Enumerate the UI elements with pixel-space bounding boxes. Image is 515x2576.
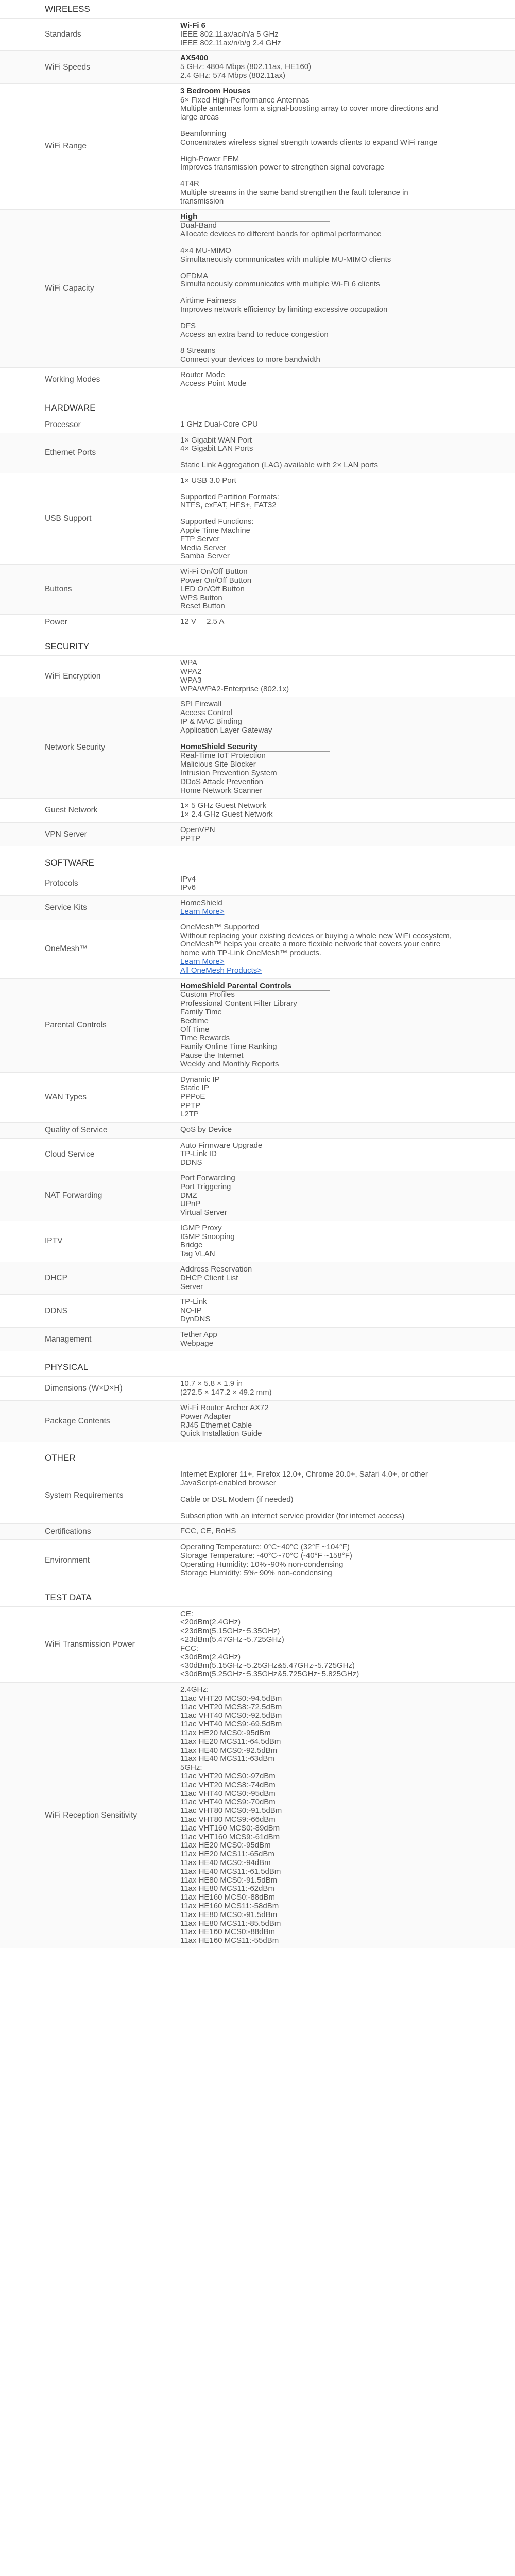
spec-label: Processor	[45, 420, 81, 429]
section-title: HARDWARE	[0, 399, 515, 417]
spec-subheading: Wi-Fi 6	[180, 21, 206, 30]
spec-line: Static IP	[180, 1083, 209, 1093]
spec-label: System Requirements	[45, 1490, 124, 1500]
spec-line: <23dBm(5.47GHz~5.725GHz)	[180, 1635, 284, 1644]
spec-line: Supported Partition Formats:	[180, 492, 279, 501]
spec-line: Family Online Time Ranking	[180, 1042, 277, 1052]
spec-line: Dynamic IP	[180, 1075, 220, 1084]
section-gap	[0, 1948, 515, 1956]
spec-value	[180, 982, 515, 1069]
section-gap	[0, 1351, 515, 1358]
spec-line: Operating Humidity: 10%~90% non-condensing	[180, 1560, 344, 1569]
spec-line: OFDMA	[180, 271, 209, 280]
spec-value	[180, 659, 515, 693]
spec-line: 6× Fixed High-Performance Antennas	[180, 95, 310, 105]
spec-line: 1× Gigabit WAN Port	[180, 435, 252, 445]
spec-value	[180, 213, 515, 364]
spec-line: Samba Server	[180, 552, 230, 561]
spec-label: Service Kits	[45, 903, 87, 912]
spec-label: WAN Types	[45, 1092, 87, 1101]
spec-label: Power	[45, 618, 67, 627]
spec-line: <20dBm(2.4GHz)	[180, 1618, 241, 1627]
spec-line: Virtual Server	[180, 1208, 227, 1217]
spec-value	[180, 1380, 515, 1397]
spec-line: 1 GHz Dual-Core CPU	[180, 419, 258, 429]
spec-line: 11ax HE80 MCS11:-62dBm	[180, 1884, 274, 1893]
spec-line: 11ax HE160 MCS0:-88dBm	[180, 1893, 275, 1902]
spec-line: Real-Time IoT Protection	[180, 751, 266, 760]
spec-row	[0, 433, 515, 473]
spec-line: Multiple antennas form a signal-boosting array to cover more directions and large areas	[180, 104, 439, 122]
spec-value	[180, 1142, 515, 1167]
spec-value	[180, 826, 515, 843]
learn-more-link[interactable]: Learn More>	[180, 957, 225, 966]
spec-line: <23dBm(5.15GHz~5.35GHz)	[180, 1626, 280, 1636]
spec-row	[0, 18, 515, 50]
spec-line: NTFS, exFAT, HFS+, FAT32	[180, 501, 277, 510]
spec-line: Access an extra band to reduce congestion	[180, 330, 329, 339]
spacer	[180, 289, 453, 297]
spec-line: 2.4 GHz: 574 Mbps (802.11ax)	[180, 71, 285, 80]
learn-more-link[interactable]: All OneMesh Products>	[180, 965, 262, 975]
spec-subheading: AX5400	[180, 54, 209, 63]
section-gap	[0, 1442, 515, 1449]
spec-row	[0, 1400, 515, 1442]
spacer	[180, 314, 453, 322]
spec-line: Power On/Off Button	[180, 576, 252, 585]
spec-label: Quality of Service	[45, 1125, 108, 1134]
spec-label: Ethernet Ports	[45, 448, 96, 457]
spec-line: Operating Temperature: 0°C~40°C (32°F ~104°F)	[180, 1543, 350, 1552]
spec-row	[0, 417, 515, 433]
spec-line: Simultaneously communicates with multiple MU-MIMO clients	[180, 255, 391, 264]
spec-line: 11ax HE80 MCS0:-91.5dBm	[180, 1910, 278, 1919]
spec-value	[180, 700, 515, 795]
spec-line: Internet Explorer 11+, Firefox 12.0+, Chrome 20.0+, Safari 4.0+, or other JavaScript-enabled browser	[180, 1470, 428, 1488]
section-gap	[0, 392, 515, 399]
spec-value	[180, 1610, 515, 1679]
spacer	[180, 485, 453, 493]
spec-line: 11ax HE160 MCS0:-88dBm	[180, 1927, 275, 1937]
section-title: OTHER	[0, 1449, 515, 1467]
spec-value	[180, 1126, 515, 1135]
spec-line: Storage Humidity: 5%~90% non-condensing	[180, 1568, 332, 1578]
section-title: SECURITY	[0, 637, 515, 655]
spec-line: Bedtime	[180, 1016, 209, 1025]
spec-line: Access Point Mode	[180, 379, 247, 388]
spec-line: High-Power FEM	[180, 154, 239, 163]
spec-line: <30dBm(5.25GHz~5.35GHz&5.725GHz~5.825GHz)	[180, 1670, 359, 1679]
spec-line: 5 GHz: 4804 Mbps (802.11ax, HE160)	[180, 62, 312, 72]
spec-label: OneMesh™	[45, 944, 88, 954]
spec-line: Subscription with an internet service provider (for internet access)	[180, 1511, 405, 1520]
spec-line: Power Adapter	[180, 1412, 231, 1421]
spec-row	[0, 473, 515, 564]
spec-line: PPTP	[180, 1100, 201, 1110]
spec-row	[0, 822, 515, 846]
spec-row	[0, 1606, 515, 1682]
spec-label: Certifications	[45, 1527, 91, 1536]
spec-line: Malicious Site Blocker	[180, 760, 256, 769]
spec-value	[180, 802, 515, 819]
spec-row	[0, 697, 515, 798]
spec-row	[0, 1467, 515, 1523]
spec-line: IPv4	[180, 874, 196, 884]
spec-row	[0, 920, 515, 978]
spec-line: NO-IP	[180, 1306, 202, 1315]
spec-line: L2TP	[180, 1109, 199, 1118]
spec-line: UPnP	[180, 1199, 201, 1209]
spec-line: Without replacing your existing devices or buying a whole new WiFi ecosystem, OneMesh™ helps you create a more flexible network that covers your entire home with TP-Link OneMesh™ products.	[180, 931, 452, 958]
spec-value	[180, 1076, 515, 1119]
spec-value	[180, 568, 515, 611]
spec-line: Simultaneously communicates with multiple Wi-Fi 6 clients	[180, 280, 380, 289]
spec-value	[180, 923, 515, 975]
spec-row	[0, 367, 515, 392]
spec-row	[0, 895, 515, 920]
spec-subheading: HomeShield Security	[180, 743, 330, 752]
spec-label: Environment	[45, 1556, 90, 1565]
spec-line: Airtime Fairness	[180, 296, 236, 306]
spec-label: Guest Network	[45, 806, 98, 815]
spec-line: Supported Functions:	[180, 517, 254, 527]
spec-line: Static Link Aggregation (LAG) available with 2× LAN ports	[180, 461, 378, 470]
spacer	[180, 510, 453, 518]
spec-value	[180, 1543, 515, 1578]
spec-label: Cloud Service	[45, 1149, 95, 1159]
spec-row	[0, 1539, 515, 1581]
spec-label: WiFi Reception Sensitivity	[45, 1810, 138, 1820]
spacer	[180, 339, 453, 347]
spec-row	[0, 1327, 515, 1351]
spec-row	[0, 1072, 515, 1122]
spec-label: Network Security	[45, 743, 106, 752]
spec-line: Access Control	[180, 708, 232, 718]
spec-value	[180, 618, 515, 627]
spec-line: CE:	[180, 1609, 194, 1618]
spec-line: Family Time	[180, 1007, 222, 1016]
spec-row	[0, 798, 515, 822]
spec-label: Buttons	[45, 585, 72, 594]
spec-line: 11ac VHT40 MCS0:-92.5dBm	[180, 1711, 282, 1720]
spec-value	[180, 899, 515, 917]
spec-line: Tag VLAN	[180, 1249, 215, 1259]
spec-label: WiFi Capacity	[45, 283, 94, 293]
spec-label: USB Support	[45, 514, 92, 523]
spec-line: 11ac VHT160 MCS0:-89dBm	[180, 1823, 280, 1833]
spec-line: Improves transmission power to strengthen signal coverage	[180, 163, 385, 172]
spec-line: DDoS Attack Prevention	[180, 777, 263, 786]
spec-line: 11ac VHT160 MCS9:-61dBm	[180, 1832, 280, 1841]
spec-line: 11ac VHT80 MCS9:-66dBm	[180, 1815, 276, 1824]
spec-line: Wi-Fi Router Archer AX72	[180, 1403, 269, 1413]
spec-value	[180, 22, 515, 47]
spec-row	[0, 1294, 515, 1327]
spacer	[180, 735, 453, 743]
spec-row	[0, 1138, 515, 1171]
spec-line: Custom Profiles	[180, 990, 235, 999]
spec-line: <30dBm(5.15GHz~5.25GHz&5.47GHz~5.725GHz)	[180, 1661, 355, 1670]
spec-line: Reset Button	[180, 602, 225, 611]
spec-line: Dual-Band	[180, 221, 217, 230]
spec-line: Auto Firmware Upgrade	[180, 1141, 263, 1150]
spec-line: Address Reservation	[180, 1265, 252, 1274]
spec-line: 4T4R	[180, 179, 199, 189]
spec-line: IP & MAC Binding	[180, 717, 242, 726]
spec-line: DMZ	[180, 1191, 197, 1200]
spec-line: OpenVPN	[180, 825, 215, 834]
spec-section-security	[0, 637, 515, 853]
spec-label: Parental Controls	[45, 1021, 107, 1030]
spec-line: 11ac VHT40 MCS9:-70dBm	[180, 1798, 276, 1807]
spec-label: WiFi Speeds	[45, 62, 90, 72]
spec-row	[0, 872, 515, 896]
spec-label: IPTV	[45, 1236, 63, 1246]
spec-row	[0, 1523, 515, 1539]
spec-line: 2.4GHz:	[180, 1685, 209, 1694]
spec-line: Media Server	[180, 543, 227, 552]
spec-line: Improves network efficiency by limiting excessive occupation	[180, 304, 388, 314]
spec-line: WPA2	[180, 667, 202, 676]
spec-line: 11ac VHT20 MCS8:-72.5dBm	[180, 1702, 282, 1711]
spec-line: IEEE 802.11ax/ac/n/a 5 GHz	[180, 29, 279, 39]
spec-value	[180, 1224, 515, 1259]
spec-row	[0, 50, 515, 83]
spec-value	[180, 1470, 515, 1520]
spec-line: Storage Temperature: -40°C~70°C (-40°F ~158°F)	[180, 1551, 352, 1561]
spec-line: FCC, CE, RoHS	[180, 1527, 236, 1536]
spec-line: Allocate devices to different bands for optimal performance	[180, 230, 382, 239]
spec-line: SPI Firewall	[180, 700, 222, 709]
spec-line: Intrusion Prevention System	[180, 769, 277, 778]
spec-section-physical	[0, 1358, 515, 1449]
spec-line: IGMP Proxy	[180, 1223, 222, 1232]
spec-line: 11ax HE160 MCS11:-58dBm	[180, 1901, 279, 1910]
spec-line: 4× Gigabit LAN Ports	[180, 444, 253, 453]
spec-line: 11ac VHT40 MCS9:-69.5dBm	[180, 1720, 282, 1729]
spec-subheading: High	[180, 213, 330, 222]
spec-line: Multiple streams in the same band strengthen the fault tolerance in transmission	[180, 188, 408, 206]
spec-line: OneMesh™ Supported	[180, 922, 260, 931]
spacer	[180, 453, 453, 461]
section-gap	[0, 846, 515, 854]
spec-line: 10.7 × 5.8 × 1.9 in	[180, 1379, 243, 1388]
spec-row	[0, 1262, 515, 1294]
spec-label: VPN Server	[45, 829, 87, 839]
spec-row	[0, 564, 515, 614]
spec-line: PPTP	[180, 834, 201, 843]
spec-line: 11ax HE40 MCS0:-94dBm	[180, 1858, 271, 1867]
spec-label: Package Contents	[45, 1416, 110, 1426]
spec-line: 11ax HE40 MCS0:-92.5dBm	[180, 1745, 278, 1755]
spacer	[180, 264, 453, 272]
spec-line: 11ax HE20 MCS0:-95dBm	[180, 1728, 271, 1737]
spec-row	[0, 1682, 515, 1948]
spec-line: Port Triggering	[180, 1182, 231, 1191]
spec-label: DDNS	[45, 1306, 67, 1315]
spec-line: 11ac VHT20 MCS0:-94.5dBm	[180, 1693, 282, 1703]
spec-label: Working Modes	[45, 375, 100, 384]
spec-label: WiFi Transmission Power	[45, 1639, 135, 1649]
spec-line: Port Forwarding	[180, 1173, 235, 1182]
spec-row	[0, 614, 515, 630]
spec-row	[0, 83, 515, 209]
spec-line: 1× 2.4 GHz Guest Network	[180, 810, 273, 819]
spec-label: NAT Forwarding	[45, 1191, 102, 1200]
spec-line: 4×4 MU-MIMO	[180, 246, 231, 255]
spec-section-test-data	[0, 1588, 515, 1956]
spec-line: Bridge	[180, 1241, 203, 1250]
spec-line: Home Network Scanner	[180, 786, 263, 795]
spec-value	[180, 1404, 515, 1438]
spec-value	[180, 1174, 515, 1217]
spec-value	[180, 54, 515, 80]
spec-section-hardware	[0, 399, 515, 638]
spec-line: TP-Link ID	[180, 1149, 217, 1159]
spec-line: Connect your devices to more bandwidth	[180, 355, 320, 364]
spec-line: Concentrates wireless signal strength towards clients to expand WiFi range	[180, 138, 438, 147]
spec-line: Pause the Internet	[180, 1050, 244, 1060]
spec-line: 11ax HE80 MCS0:-91.5dBm	[180, 1875, 278, 1885]
spec-section-other	[0, 1449, 515, 1588]
spec-line: PPPoE	[180, 1092, 205, 1101]
spacer	[180, 122, 453, 130]
spec-label: Management	[45, 1334, 92, 1344]
spacer	[180, 172, 453, 180]
spec-line: 11ac VHT20 MCS0:-97dBm	[180, 1771, 276, 1781]
section-title: WIRELESS	[0, 0, 515, 18]
spec-line: Weekly and Monthly Reports	[180, 1059, 279, 1069]
spec-line: DFS	[180, 321, 196, 330]
spec-label: Dimensions (W×D×H)	[45, 1384, 123, 1393]
spec-label: WiFi Encryption	[45, 671, 101, 681]
spec-line: IGMP Snooping	[180, 1232, 235, 1241]
section-title: SOFTWARE	[0, 854, 515, 872]
spec-line: TP-Link	[180, 1297, 207, 1307]
section-gap	[0, 1581, 515, 1588]
spec-line: 8 Streams	[180, 346, 216, 355]
spec-value	[180, 477, 515, 561]
spec-line: Time Rewards	[180, 1033, 230, 1043]
spacer	[180, 239, 453, 247]
spec-line: 1× 5 GHz Guest Network	[180, 801, 267, 810]
spec-line: <30dBm(2.4GHz)	[180, 1652, 241, 1662]
spec-line: Professional Content Filter Library	[180, 999, 297, 1008]
spec-line: Router Mode	[180, 370, 225, 379]
spec-line: Apple Time Machine	[180, 526, 250, 535]
spec-line: FCC:	[180, 1643, 198, 1653]
spec-row	[0, 1376, 515, 1400]
spec-value	[180, 1331, 515, 1348]
spec-line: QoS by Device	[180, 1125, 232, 1134]
spec-line: DDNS	[180, 1158, 202, 1167]
spec-line: Server	[180, 1282, 203, 1291]
spec-line: Off Time	[180, 1025, 210, 1034]
spec-label: Standards	[45, 30, 81, 39]
spec-line: Wi-Fi On/Off Button	[180, 567, 248, 577]
spec-value	[180, 371, 515, 388]
spec-line: Quick Installation Guide	[180, 1429, 262, 1438]
spec-line: (272.5 × 147.2 × 49.2 mm)	[180, 1388, 272, 1397]
spec-line: 11ax HE160 MCS11:-55dBm	[180, 1936, 279, 1945]
spec-line: Beamforming	[180, 129, 227, 138]
spec-label: WiFi Range	[45, 142, 87, 151]
spec-line: WPA3	[180, 675, 202, 685]
spec-line: 11ac VHT80 MCS0:-91.5dBm	[180, 1806, 282, 1816]
spec-line: Webpage	[180, 1338, 213, 1348]
spec-line: Tether App	[180, 1330, 217, 1339]
spacer	[180, 1504, 453, 1512]
spec-line: IPv6	[180, 883, 196, 892]
spec-line: 11ax HE40 MCS11:-63dBm	[180, 1754, 274, 1764]
spec-value	[180, 87, 515, 206]
spec-value	[180, 1686, 515, 1945]
spec-line: 5GHz:	[180, 1763, 202, 1772]
spec-line: Application Layer Gateway	[180, 725, 272, 735]
spec-subheading: 3 Bedroom Houses	[180, 87, 330, 96]
spec-section-wireless	[0, 0, 515, 399]
spec-line: HomeShield	[180, 899, 222, 908]
spec-line: 11ax HE20 MCS11:-64.5dBm	[180, 1737, 281, 1746]
spec-line: 11ac VHT40 MCS0:-95dBm	[180, 1789, 276, 1798]
spec-line: DynDNS	[180, 1315, 211, 1324]
spec-section-software	[0, 854, 515, 1359]
spec-row	[0, 1171, 515, 1221]
spec-value	[180, 436, 515, 470]
spec-line: 1× USB 3.0 Port	[180, 476, 236, 485]
spec-line: RJ45 Ethernet Cable	[180, 1420, 252, 1430]
spec-line: WPA/WPA2-Enterprise (802.1x)	[180, 684, 289, 693]
spec-line: 11ax HE40 MCS11:-61.5dBm	[180, 1867, 281, 1876]
spacer	[180, 1488, 453, 1496]
spec-row	[0, 209, 515, 367]
spec-line: Cable or DSL Modem (if needed)	[180, 1495, 294, 1504]
spec-line: 11ax HE20 MCS11:-65dBm	[180, 1850, 274, 1859]
spec-line: 11ax HE20 MCS0:-95dBm	[180, 1841, 271, 1850]
spec-row	[0, 1221, 515, 1262]
spec-line: 11ac VHT20 MCS8:-74dBm	[180, 1780, 276, 1789]
spec-value	[180, 1527, 515, 1536]
spec-line: LED On/Off Button	[180, 584, 245, 594]
spec-subheading: HomeShield Parental Controls	[180, 982, 330, 991]
spec-line: WPS Button	[180, 593, 222, 602]
spec-value	[180, 1298, 515, 1324]
section-gap	[0, 630, 515, 637]
spec-line: FTP Server	[180, 534, 220, 544]
spec-row	[0, 978, 515, 1072]
spec-line: DHCP Client List	[180, 1273, 238, 1282]
spec-value	[180, 875, 515, 893]
spec-row	[0, 1122, 515, 1138]
learn-more-link[interactable]: Learn More>	[180, 907, 225, 916]
spec-label: DHCP	[45, 1274, 67, 1283]
spec-value	[180, 420, 515, 430]
spec-line: WPA	[180, 658, 198, 668]
spacer	[180, 147, 453, 155]
spec-line: 11ax HE80 MCS11:-85.5dBm	[180, 1919, 281, 1928]
spec-line: IEEE 802.11ax/n/b/g 2.4 GHz	[180, 38, 281, 47]
spec-label: Protocols	[45, 879, 78, 888]
spec-row	[0, 655, 515, 697]
section-title: PHYSICAL	[0, 1358, 515, 1376]
spec-line: 12 V ⎓ 2.5 A	[180, 617, 225, 626]
section-title: TEST DATA	[0, 1588, 515, 1606]
spec-value	[180, 1265, 515, 1291]
